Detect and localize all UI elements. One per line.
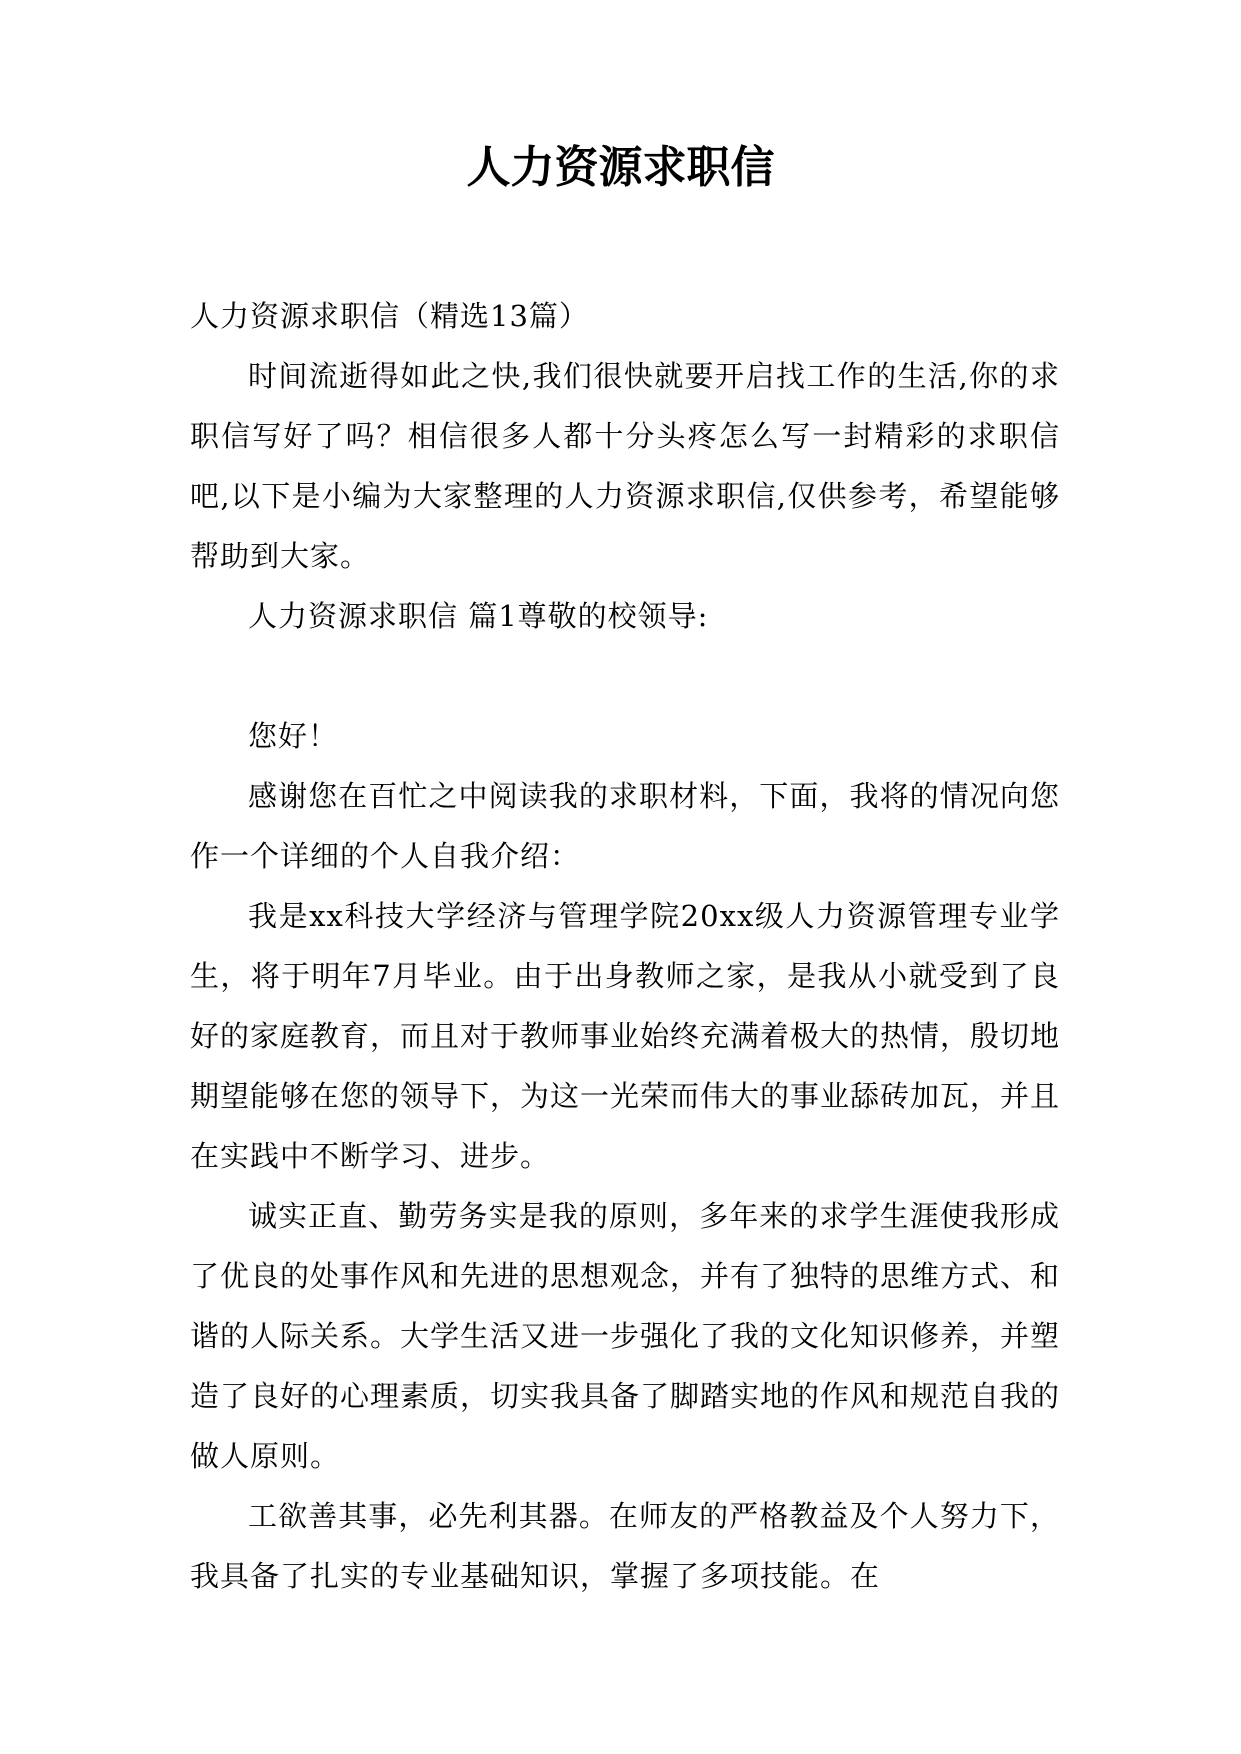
body-paragraph: 感谢您在百忙之中阅读我的求职材料，下面，我将的情况向您作一个详细的个人自我介绍： [190, 779, 1060, 873]
page-title: 人力资源求职信 [466, 142, 775, 193]
section-heading: 人力资源求职信 篇1尊敬的校领导: [248, 599, 709, 633]
body-paragraph: 工欲善其事，必先利其器。在师友的严格教益及个人努力下，我具备了扎实的专业基础知识，掌握了多项技能。在 [190, 1499, 1060, 1593]
document-body [190, 286, 1060, 1606]
blank-line [190, 646, 1060, 706]
body-paragraph: 我是xx科技大学经济与管理学院20xx级人力资源管理专业学生，将于明年7月毕业。由于出身教师之家，是我从小就受到了良好的家庭教育，而且对于教师事业始终充满着极大的热情，殷切地期望能够在您的领导下，为这一光荣而伟大的事业舔砖加瓦，并且在实践中不断学习、进步。 [190, 899, 1061, 1173]
document-subtitle: 人力资源求职信（精选13篇） [190, 299, 589, 333]
body-paragraph: 诚实正直、勤劳务实是我的原则，多年来的求学生涯使我形成了优良的处事作风和先进的思想观念，并有了独特的思维方式、和谐的人际关系。大学生活又进一步强化了我的文化知识修养，并塑造了良好的心理素质，切实我具备了脚踏实地的作风和规范自我的做人原则。 [190, 1199, 1061, 1473]
greeting: 您好！ [248, 719, 339, 753]
intro-paragraph: 时间流逝得如此之快,我们很快就要开启找工作的生活,你的求职信写好了吗？相信很多人都十分头疼怎么写一封精彩的求职信吧,以下是小编为大家整理的人力资源求职信,仅供参考，希望能够帮助到大家。 [190, 359, 1060, 573]
